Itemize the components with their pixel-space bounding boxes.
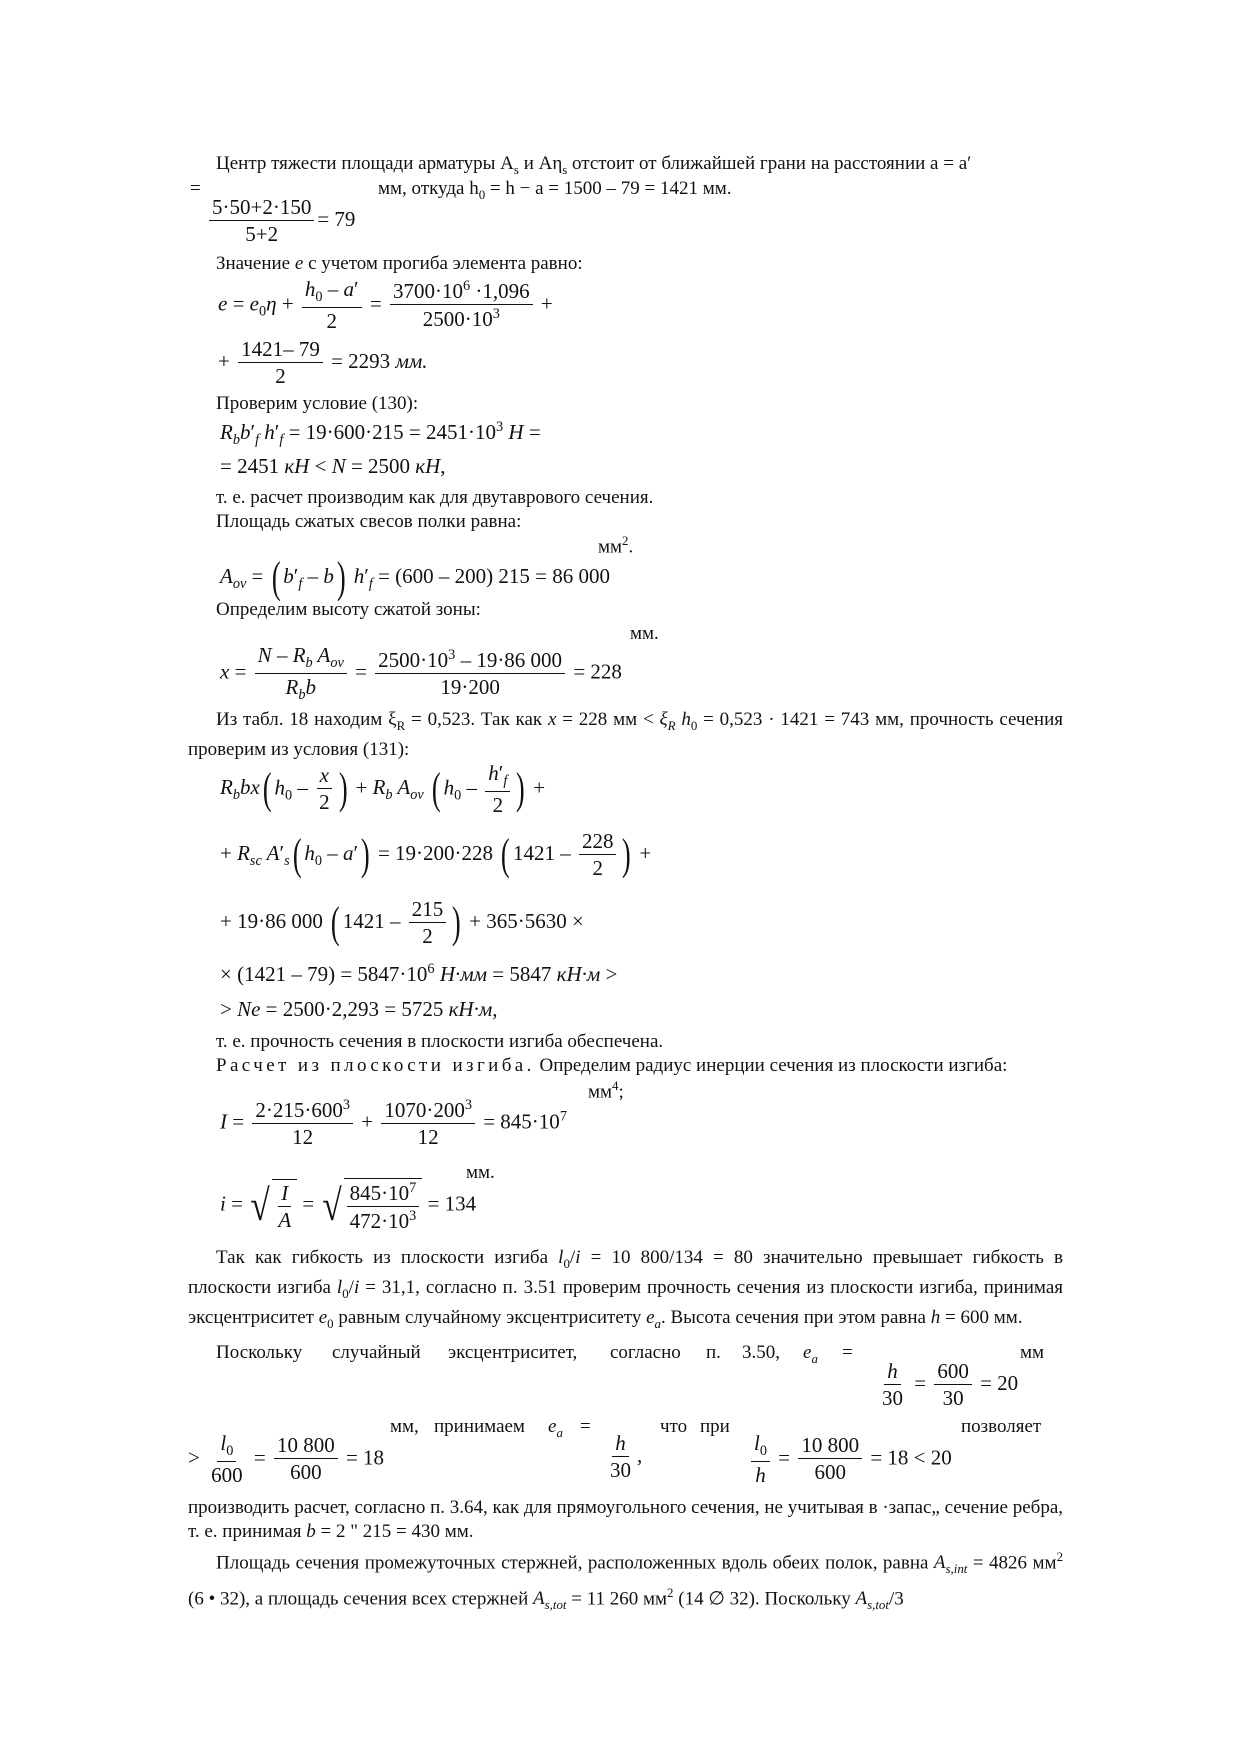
word: мм	[1020, 1342, 1045, 1363]
text-line: Определим высоту сжатой зоны:	[216, 599, 481, 620]
formula-inertia: I = $\frac{2\cdot 215\cdot 600^3}{12}$ + $\frac{1070\cdot 200^3}{12}$ = $845\cdot 10^7$	[220, 1097, 567, 1150]
word: =	[580, 1416, 591, 1437]
text-line: Площадь сжатых свесов полки равна:	[216, 511, 522, 532]
paragraph-bars	[188, 1545, 1063, 1617]
formula-strength-line5: > Ne = 2500·2,293 = 5725 кН·м,	[220, 997, 498, 1021]
word: позволяет	[961, 1416, 1042, 1437]
formula-strength-line1: $R_bbx$( $h_0$ – $\frac{x}{2}$ ) + $R_b$ $A_{ov}$ ( $h_0$ – $\frac{h'_f}{2}$ ) +	[220, 761, 546, 817]
word: мм,	[390, 1416, 419, 1437]
text-line: Значение e с учетом прогиба элемента равно:	[216, 253, 583, 274]
text-line: мм, откуда $h_0 = h - a = 1500 - 79 = 1421$ мм.	[378, 178, 732, 202]
paragraph-slenderness	[188, 1246, 1063, 1335]
text-line: Проверим условие (130):	[216, 393, 419, 414]
word: согласно	[610, 1342, 681, 1363]
unit-label: мм.	[466, 1162, 495, 1183]
text-block: Площадь сечения промежуточных стержней, расположенных вдоль обеих полок, равна $A_{s,int} = 4826$ $мм^2$ (6 • 32), а площадь сечения всех стержней $A_{s,tot} = 11$ 260 $мм^2$ (14 ∅ 32). Поскольку $A_{s,tot}/3$	[188, 1549, 1064, 1613]
paragraph-xi	[188, 708, 1063, 762]
formula-a: $\frac{5\cdot 50+2\cdot 150}{5+2}$ = 79	[206, 196, 355, 246]
formula-strength-line2: + $R_{sc}$ $A'_s$( $h_0 - a') = 19\cdot 200\cdot 228$ ( 1421 – $\frac{228}{2}$ ) +	[220, 829, 652, 881]
formula-radius: i = √ $\frac{I}{A}$ = √ $\frac{845\cdot 10^7}{472\cdot 10^3}$ = 134	[220, 1180, 477, 1234]
word: $e_a$	[803, 1342, 818, 1366]
paragraph-rectangular	[188, 1496, 1063, 1544]
word: что	[660, 1416, 688, 1437]
word: =	[842, 1342, 853, 1363]
word: случайный	[332, 1342, 421, 1363]
formula-condition-line2: = 2451 кН < N = 2500 кН,	[220, 454, 446, 478]
word: 3.50,	[742, 1342, 780, 1363]
formula-condition-line1: $R_bb'_f$ $h'_f = 19\cdot 600\cdot 215 = 2451\cdot 10^3$ Н =	[220, 419, 541, 449]
text-block: Так как гибкость из плоскости изгиба $l_0/i = 10$ 800/134 = 80 значительно превышает гибкость в плоскости изгиба $l_0/i = 31,1$, согласно п. 3.51 проверим прочность сечения из плоскости изгиба, принимая эксцентриситет $e_0$ равным случайному эксцентриситету $e_a$. Высота сечения при этом равна h = 600 мм.	[188, 1247, 1063, 1331]
word: п.	[706, 1342, 721, 1363]
word: $e_a$	[548, 1416, 563, 1440]
formula-l0-over-h: $\frac{l_0}{h}$ = $\frac{10 800}{600}$ = 18 < 20	[748, 1432, 952, 1487]
formula-h-over-30: $\frac{h}{30}$ ,	[610, 1431, 643, 1483]
unit-label: $мм^4$;	[588, 1078, 624, 1103]
text-line: т. е. прочность сечения в плоскости изгиба обеспечена.	[216, 1031, 664, 1052]
word: эксцентриситет,	[448, 1342, 578, 1363]
formula-aov: $A_{ov}$ = ( $b'_f - b$) $h'_f = (600 - 200) 215 = 86$ 000	[220, 553, 611, 602]
unit-label: мм.	[630, 623, 659, 644]
unit-label: $мм^2$.	[598, 533, 634, 558]
text-line: Расчет из плоскости изгиба. Определим радиус инерции сечения из плоскости изгиба:	[216, 1055, 1008, 1076]
text-line: Центр тяжести площади арматуры $A_s$ и $A\eta_s$ отстоит от ближайшей грани на расстоянии a = a′	[216, 153, 972, 177]
equals-sign: =	[190, 178, 201, 199]
text-block: производить расчет, согласно п. 3.64, как для прямоугольного сечения, не учитывая в ·запас„ сечение ребра, т. е. принимая b = 2 " 215 = 430 мм.	[188, 1497, 1063, 1542]
formula-l0-over-600: > $\frac{l_0}{600}$ = $\frac{10 800}{600}$ = 18	[188, 1431, 385, 1487]
word: принимаем	[434, 1416, 525, 1437]
formula-ea: $\frac{h}{30}$ = $\frac{600}{30}$ = 20	[882, 1359, 1019, 1411]
formula-e-line2: + $\frac{1421- 79}{2}$ = 2293 мм.	[218, 337, 428, 389]
formula-strength-line3: + 19·86 000 ( 1421 – $\frac{215}{2}$ ) + 365·5630 ×	[220, 897, 584, 949]
formula-x: x = $\frac{N - R_b A_{ov}}{R_bb}$ = $\frac{2500\cdot 10^3 - 19\cdot 86 000}{19\cdot 200}$ = 228	[220, 643, 622, 704]
text-line: т. е. расчет производим как для двутаврового сечения.	[216, 487, 654, 508]
formula-strength-line4: × $(1421 - 79) = 5847\cdot 10^6$ Н·мм = 5847 кН·м >	[220, 961, 618, 986]
word: при	[700, 1416, 730, 1437]
text-block: Из табл. 18 находим $\xi_R = 0,523$. Так как x = 228 мм < $\xi_R$ $h_0 = 0,523 \cdot 1421 = 743$ мм, прочность сечения проверим из условия (131):	[188, 709, 1064, 760]
word: Поскольку	[216, 1342, 303, 1363]
formula-e-line1: $e = e_0\eta$ + $\frac{h_0 - a'}{2}$ = $\frac{3700\cdot 10^6 \cdot 1,096}{2500\cdot 10^3}$ +	[218, 277, 553, 333]
